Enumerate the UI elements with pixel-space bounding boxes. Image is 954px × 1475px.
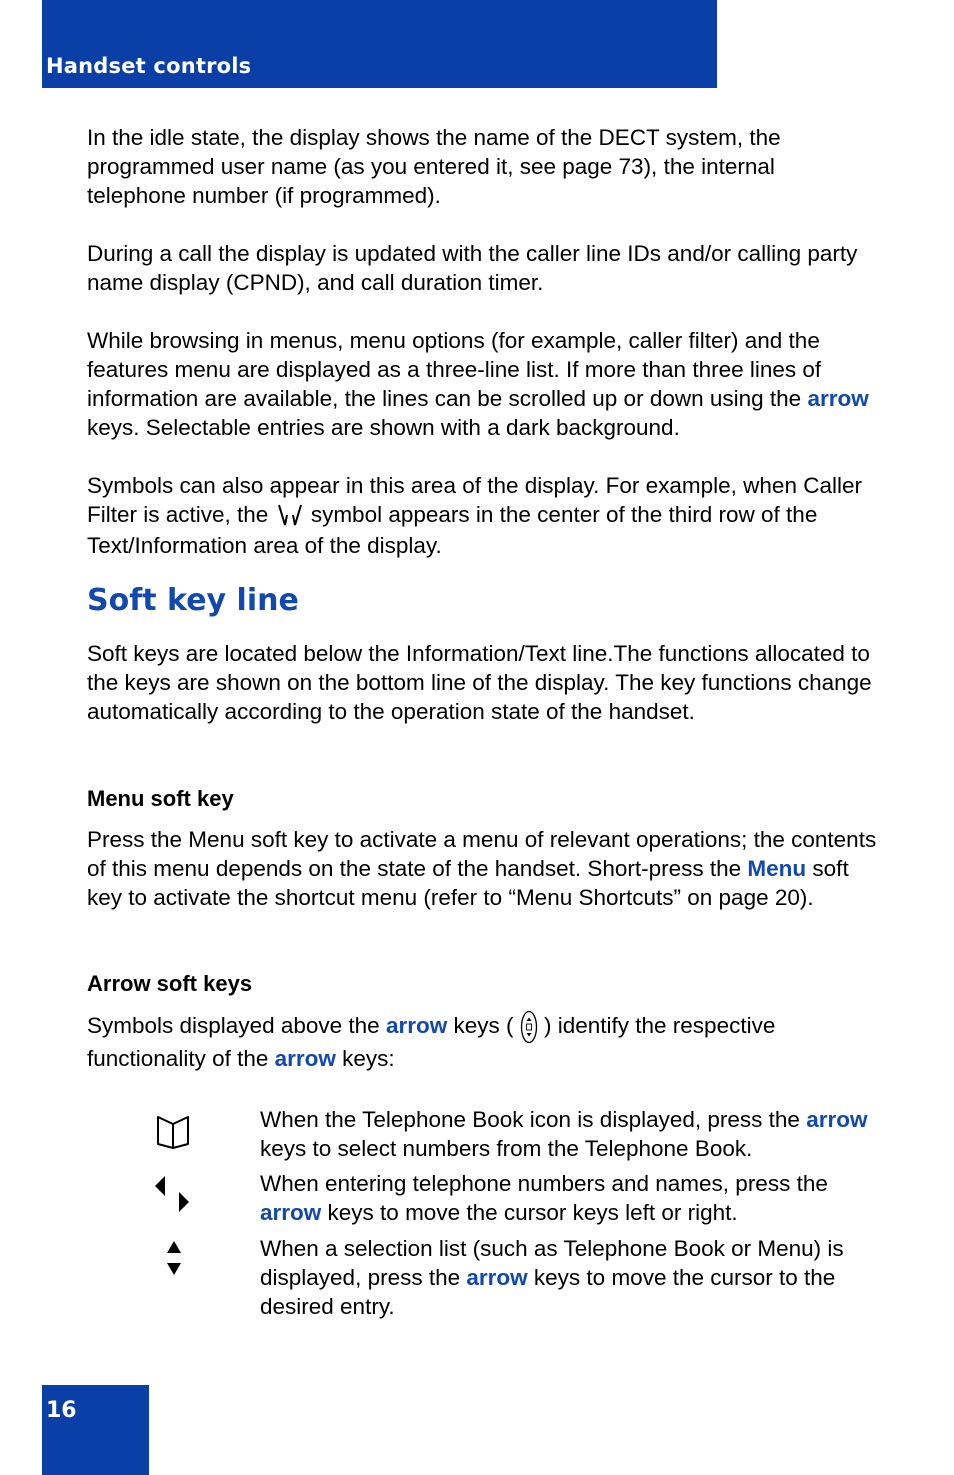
- symbols-text-pre: Symbols can also appear in this area of the display. For example, when Caller Filter is active, the: [87, 473, 862, 527]
- arrow-key-icon: [520, 1010, 538, 1044]
- row-up-down: [260, 1234, 880, 1321]
- header-title: Handset controls: [46, 54, 252, 78]
- row-2-keyword-arrow: arrow: [260, 1200, 322, 1225]
- row-1-pre: When the Telephone Book icon is displayed, press the: [260, 1107, 807, 1132]
- keyword-arrow: arrow: [807, 386, 869, 411]
- symbols-text-post: symbol appears in the center of the third row of the Text/Information area of the display.: [87, 502, 818, 559]
- browse-text-post: keys. Selectable entries are shown with a dark background.: [87, 415, 680, 440]
- row-3-keyword-arrow: arrow: [466, 1265, 528, 1290]
- row-telephone-book: [260, 1105, 880, 1163]
- caller-filter-icon: [275, 501, 305, 531]
- paragraph-idle: In the idle state, the display shows the name of the DECT system, the programmed user name (as you entered it, see page 73), the internal telephone number (if programmed).: [87, 125, 781, 208]
- row-left-right: [260, 1169, 880, 1227]
- arrow-text-a: Symbols displayed above the: [87, 1012, 386, 1038]
- keyword-arrow-1: arrow: [385, 1012, 448, 1038]
- arrow-text-c: ) identify the respective functionality of the: [87, 1012, 776, 1071]
- paragraph-browse: [87, 326, 877, 442]
- arrow-text-d: keys:: [335, 1046, 395, 1071]
- keyword-menu: Menu: [747, 856, 807, 881]
- menu-text-pre: Press the Menu soft key to activate a menu of relevant operations; the contents of this menu depends on the state of the handset. Short-press the: [87, 827, 877, 881]
- section-intro: Soft keys are located below the Information/Text line.The functions allocated to the keys are shown on the bottom line of the display. The key functions change automatically according to the operation state of the handset.: [87, 641, 872, 724]
- row-1-post: keys to select numbers from the Telephone Book.: [260, 1136, 753, 1161]
- arrow-soft-keys-text: [87, 1010, 877, 1073]
- menu-text-post: soft key to activate the shortcut menu (refer to “Menu Shortcuts” on page 20).: [87, 856, 849, 910]
- left-right-arrows-icon: [153, 1172, 193, 1216]
- arrow-soft-keys-heading: Arrow soft keys: [87, 971, 253, 996]
- row-1-keyword-arrow: arrow: [806, 1107, 868, 1132]
- row-3-post: keys to move the cursor to the desired entry.: [260, 1265, 836, 1319]
- keyword-arrow-2: arrow: [274, 1046, 336, 1071]
- arrow-text-b: keys (: [447, 1012, 520, 1038]
- telephone-book-icon: [156, 1114, 190, 1150]
- row-2-pre: When entering telephone numbers and names, press the: [260, 1171, 828, 1196]
- row-2-post: keys to move the cursor keys left or right.: [321, 1200, 738, 1225]
- browse-text-pre: While browsing in menus, menu options (for example, caller filter) and the features menu are displayed as a three-line list. If more than three lines of information are available, the lines can be scrolled up or down using the: [87, 328, 822, 411]
- paragraph-symbols: [87, 471, 877, 560]
- paragraph-call: During a call the display is updated with the caller line IDs and/or calling party name display (CPND), and call duration timer.: [87, 241, 858, 295]
- section-title: Soft key line: [87, 583, 299, 618]
- up-down-arrows-icon: [164, 1240, 184, 1276]
- menu-soft-key-heading: Menu soft key: [87, 786, 234, 811]
- row-3-pre: When a selection list (such as Telephone Book or Menu) is displayed, press the: [260, 1236, 844, 1290]
- menu-soft-key-text: [87, 825, 877, 912]
- page-number: 16: [46, 1398, 77, 1423]
